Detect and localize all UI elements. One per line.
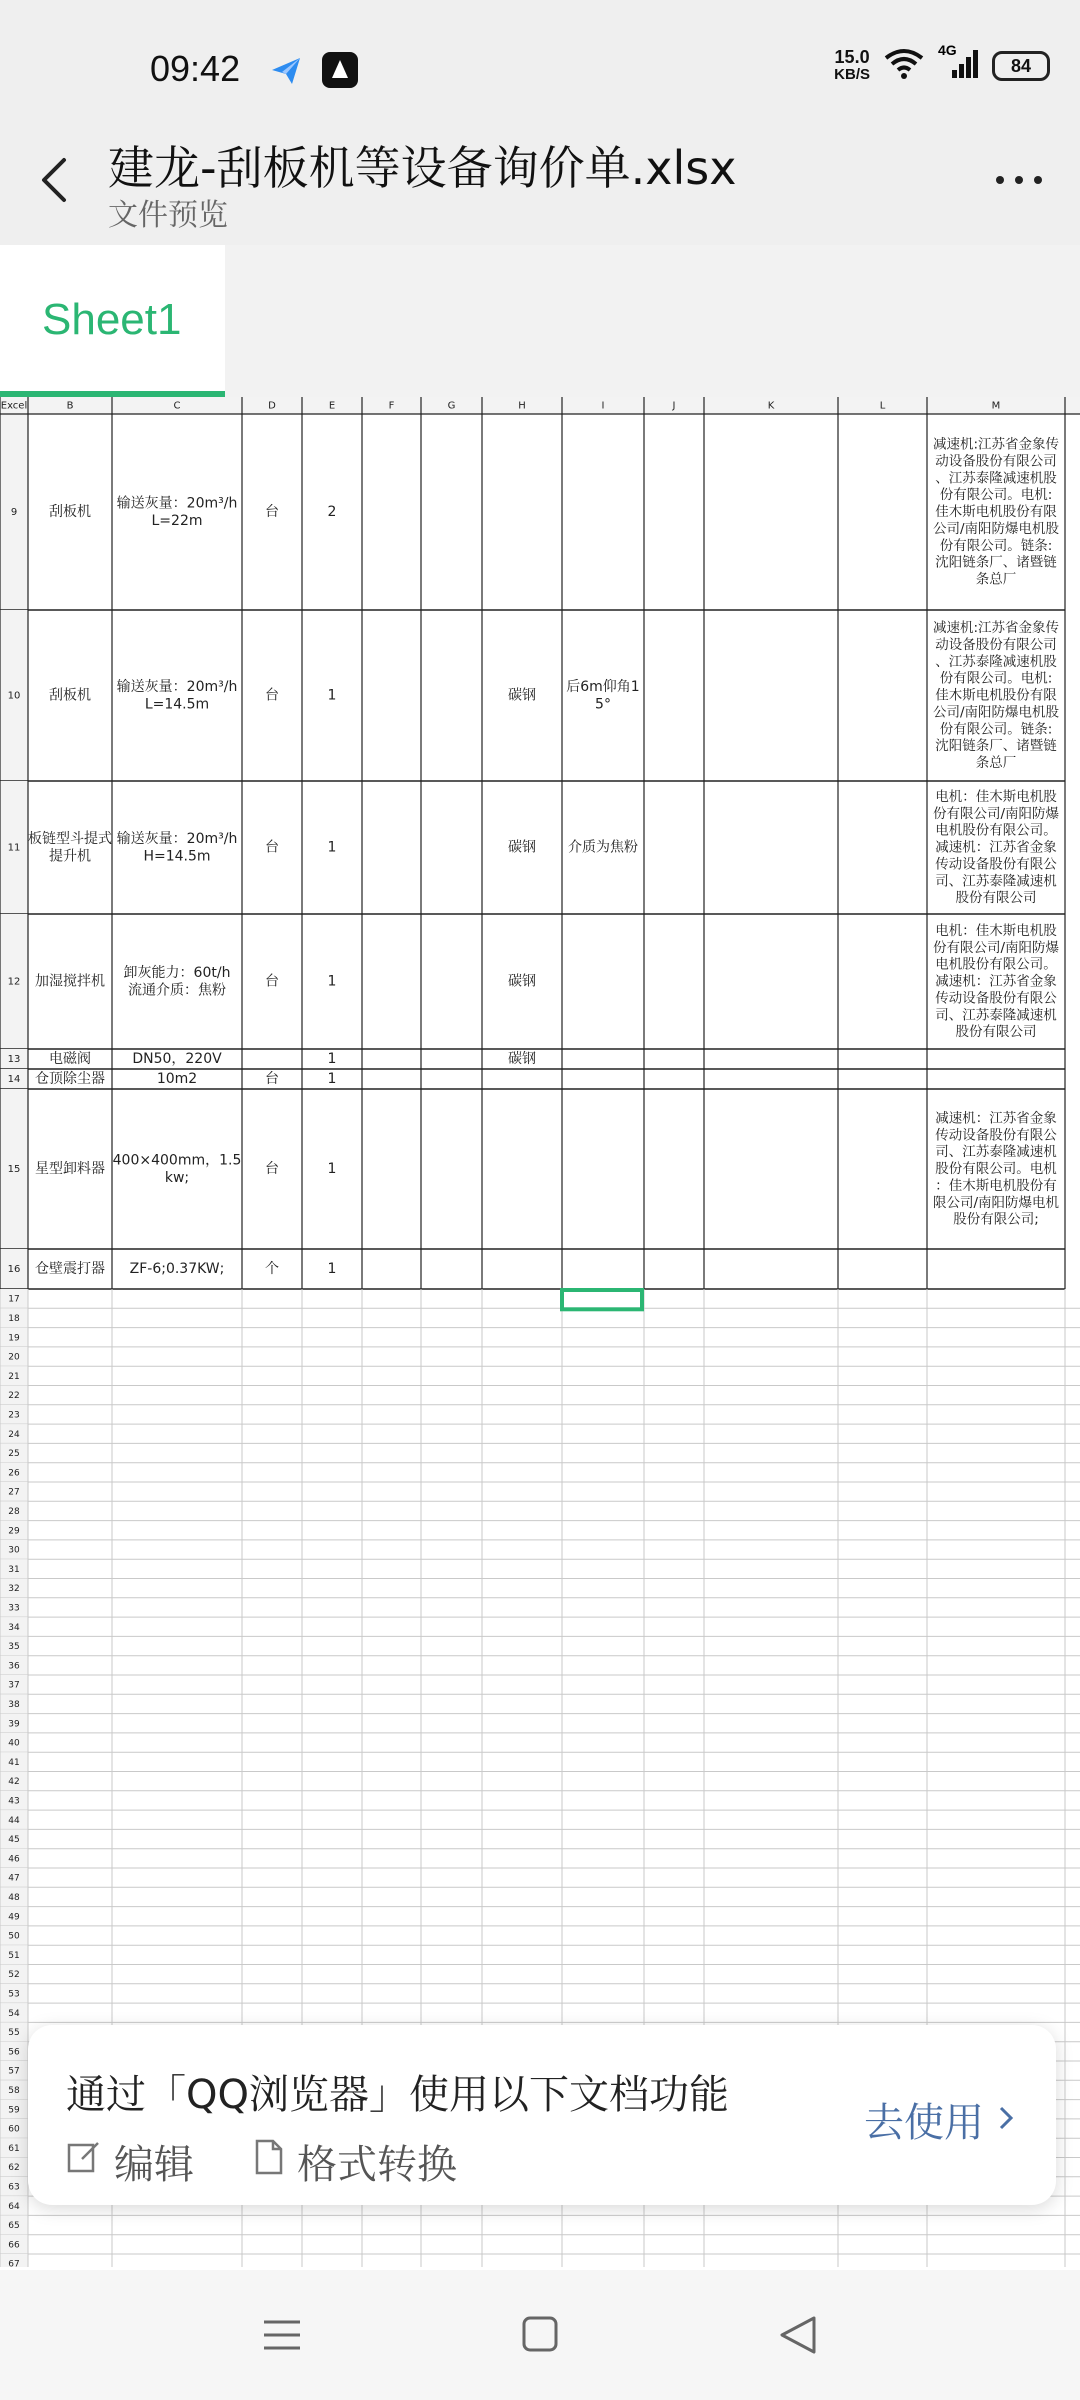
row-number: 62 [8,2162,20,2173]
format-convert-action[interactable] [253,2133,457,2190]
cell-M: 电机：佳木斯电机股份有限公司/南阳防爆电机股份有限公司。减速机：江苏省金象传动设备股份有限公司、江苏泰隆减速机股份有限公司 [932,788,1060,907]
row-number: 47 [8,1873,20,1884]
row-number: 16 [7,1264,21,1275]
cell-B: 星型卸料器 [35,1161,105,1177]
row-number: 38 [8,1699,20,1710]
cell-C: 400×400mm，1.5 kw; [112,1152,242,1186]
column-header-H: H [518,400,526,412]
cell-I: 后6m仰角1 5° [566,678,640,713]
cell-E: 1 [327,839,337,856]
column-header-L: L [879,400,886,412]
column-header-K: K [767,400,775,412]
cell-E: 1 [327,1051,337,1067]
edit-label: 编辑 [114,2142,194,2188]
row-number: 23 [8,1409,20,1420]
cell-H: 碳钢 [508,687,536,704]
cell-H: 碳钢 [508,1051,536,1067]
column-header-M: M [991,400,1001,412]
column-header-F: F [388,400,395,412]
app-notification-icon [322,52,358,88]
status-time: 09:42 [150,48,241,89]
use-now-button[interactable] [864,2091,1016,2148]
cell-D: 台 [265,973,279,990]
row-number: 50 [8,1931,20,1942]
wifi-icon [884,48,924,84]
row-number: 22 [8,1390,20,1401]
row-number: 65 [8,2220,20,2231]
row-number: 49 [8,1911,20,1922]
net-speed [834,48,870,84]
row-number: 58 [8,2085,20,2096]
row-number: 33 [8,1602,20,1613]
file-subtitle: 文件预览 [108,198,228,233]
row-number: 51 [8,1950,20,1961]
cell-E: 1 [327,1071,337,1087]
convert-label: 格式转换 [297,2142,457,2188]
cell-C: 输送灰量：20m³/h L=22m [116,495,238,529]
cell-E: 1 [327,973,337,990]
row-number: 67 [8,2259,20,2267]
cell-M: 减速机：江苏省金象传动设备股份有限公司、江苏泰隆减速机股份有限公司。电机：佳木斯电机股份有限公司/南阳防爆电机股份有限公司; [932,1110,1060,1228]
corner-cell: Excel [0,400,28,412]
column-header-B: B [66,400,74,412]
net-speed-value: 15.0 [834,47,870,67]
column-header-I: I [601,400,605,412]
file-title: 建龙-刮板机等设备询价单.xlsx [108,141,737,195]
more-options-icon[interactable] [994,170,1044,190]
column-header-D: D [268,400,276,412]
cell-B: 板链型斗提式提升机 [28,830,112,865]
network-type: 4G [938,42,957,58]
row-number: 28 [8,1506,20,1517]
spreadsheet-canvas [0,397,1080,2267]
row-number: 59 [8,2104,20,2115]
column-header-G: G [447,400,456,412]
row-number: 15 [7,1164,21,1175]
net-speed-unit: KB/S [834,66,870,83]
cell-B: 刮板机 [49,687,91,704]
column-header-J: J [672,400,676,412]
system-navigation-bar [0,2270,1080,2400]
spreadsheet-grid[interactable] [0,397,1080,2267]
row-number: 13 [7,1054,21,1065]
row-number: 43 [8,1795,20,1806]
row-number: 42 [8,1776,20,1787]
row-number: 10 [7,690,21,702]
cell-C: 输送灰量：20m³/h H=14.5m [116,830,238,865]
row-number: 57 [8,2066,20,2077]
document-icon [253,2139,285,2185]
row-number: 53 [8,1988,20,1999]
cell-C: DN50，220V [132,1051,222,1067]
cell-E: 1 [327,687,337,704]
back-arrow-icon[interactable] [36,150,76,210]
cellular-signal-icon [938,42,978,84]
row-number: 19 [8,1332,20,1343]
cell-C: ZF-6;0.37KW; [129,1261,225,1277]
row-number: 30 [8,1545,20,1556]
row-number: 41 [8,1757,20,1768]
cell-B: 加湿搅拌机 [35,973,105,990]
column-header-row [0,397,1080,414]
row-number: 24 [8,1429,20,1440]
battery-indicator: 84 [992,51,1050,81]
row-number: 46 [8,1853,20,1864]
column-header-E: E [328,400,336,412]
tab-sheet1[interactable] [0,245,225,397]
row-number: 63 [8,2181,20,2192]
row-number: 18 [8,1313,20,1324]
header [0,120,1080,245]
row-number: 61 [8,2143,20,2154]
row-number: 20 [8,1352,20,1363]
edit-icon [66,2139,102,2185]
edit-action[interactable] [66,2133,194,2190]
cell-M: 减速机:江苏省金象传动设备股份有限公司、江苏泰隆减速机股份有限公司。电机:佳木斯电机股份有限公司/南阳防爆电机股份有限公司。链条:沈阳链条厂、诸暨链条总厂 [932,620,1060,771]
row-number: 56 [8,2046,20,2057]
row-number: 37 [8,1680,20,1691]
cell-B: 仓壁震打器 [35,1261,105,1277]
cell-C: 10m2 [156,1071,198,1087]
row-number: 12 [7,976,21,988]
sheet-tab-bar [0,245,1080,397]
cell-D: 台 [265,1161,279,1177]
status-right [834,42,1050,84]
cell-D: 台 [265,687,279,704]
cell-B: 电磁阀 [49,1051,91,1067]
cell-C: 卸灰能力：60t/h 流通介质：焦粉 [123,964,231,999]
row-number: 29 [8,1525,20,1536]
cell-H: 碳钢 [508,839,536,856]
qq-browser-banner[interactable] [28,2025,1056,2205]
row-number: 17 [8,1294,20,1305]
cell-D: 台 [265,839,279,856]
menu-icon[interactable] [262,2310,312,2360]
cell-D: 个 [265,1261,279,1277]
cell-E: 1 [327,1161,337,1177]
row-number: 55 [8,2027,20,2038]
tab-label: Sheet1 [42,295,182,344]
cell-B: 刮板机 [49,504,91,520]
row-number: 11 [7,842,21,854]
cell-E: 1 [327,1261,337,1277]
cell-H: 碳钢 [508,973,536,990]
cell-D: 台 [265,504,279,520]
row-number: 64 [8,2201,20,2212]
row-number: 27 [8,1487,20,1498]
row-number: 26 [8,1467,20,1478]
row-number: 25 [8,1448,20,1459]
row-number: 14 [7,1074,21,1085]
back-triangle-icon[interactable] [778,2310,828,2360]
row-number: 34 [8,1622,20,1633]
row-number: 39 [8,1718,20,1729]
cell-B: 仓顶除尘器 [35,1071,105,1087]
home-icon[interactable] [520,2310,570,2360]
row-number: 60 [8,2124,20,2135]
selected-cell[interactable] [562,1290,642,1309]
row-number: 44 [8,1815,20,1826]
banner-message: 通过「QQ浏览器」使用以下文档功能 [66,2072,729,2118]
row-number: 31 [8,1564,20,1575]
paper-plane-icon [268,52,304,88]
cell-I: 介质为焦粉 [568,839,638,856]
row-number: 35 [8,1641,20,1652]
cell-M: 电机：佳木斯电机股份有限公司/南阳防爆电机股份有限公司。减速机：江苏省金象传动设备股份有限公司、江苏泰隆减速机股份有限公司 [932,922,1060,1041]
row-number: 36 [8,1660,20,1671]
status-bar [0,0,1080,120]
cell-M: 减速机:江苏省金象传动设备股份有限公司、江苏泰隆减速机股份有限公司。电机:佳木斯电机股份有限公司/南阳防爆电机股份有限公司。链条:沈阳链条厂、诸暨链条总厂 [932,436,1060,588]
row-number: 40 [8,1738,20,1749]
row-number: 66 [8,2239,20,2250]
row-number: 21 [8,1371,20,1382]
cell-C: 输送灰量：20m³/h L=14.5m [116,678,238,713]
row-number: 48 [8,1892,20,1903]
column-header-C: C [173,400,181,412]
row-number: 32 [8,1583,20,1594]
row-number: 54 [8,2008,20,2019]
row-number: 52 [8,1969,20,1980]
row-number: 9 [10,507,18,518]
row-number: 45 [8,1834,20,1845]
use-now-label: 去使用 [864,2100,984,2146]
chevron-right-icon [996,2097,1016,2143]
cell-D: 台 [265,1071,279,1087]
cell-E: 2 [327,504,337,520]
